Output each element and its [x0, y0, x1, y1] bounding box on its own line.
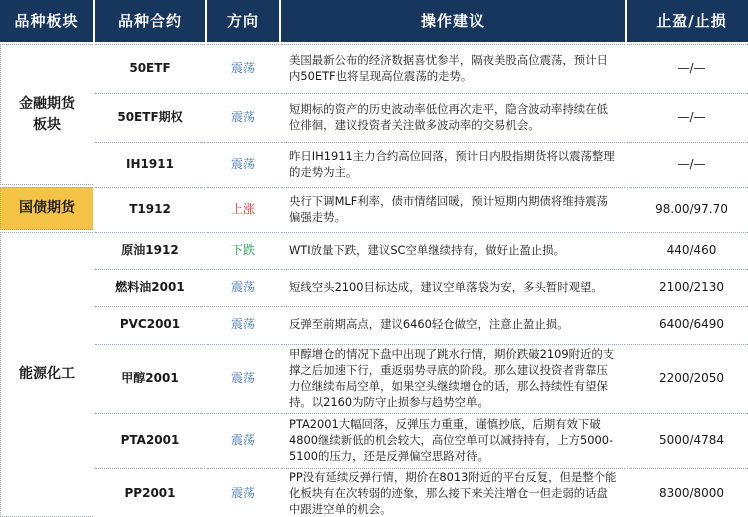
profit-loss-cell: —/—	[627, 44, 748, 91]
contract-cell: 50ETF	[95, 44, 205, 91]
advice-cell: 短线空头2100目标达成，建议空单落袋为安，多头暂时观望。	[281, 269, 625, 304]
contract-cell: T1912	[95, 187, 205, 230]
header-profit-loss: 止盈/止损	[627, 0, 748, 42]
profit-loss-cell: 2100/2130	[627, 269, 748, 304]
profit-loss-cell: —/—	[627, 142, 748, 185]
direction-cell: 震荡	[207, 44, 279, 91]
direction-cell: 下跌	[207, 232, 279, 267]
advice-cell: 央行下调MLF利率，债市情绪回暖，预计短期内期债将维持震荡偏强走势。	[281, 187, 625, 230]
contract-cell: 50ETF期权	[95, 93, 205, 140]
header-contract: 品种合约	[95, 0, 205, 42]
profit-loss-cell: 2200/2050	[627, 344, 748, 411]
header-direction: 方向	[207, 0, 279, 42]
advice-cell: 短期标的资产的历史波动率低位再次走平，隐含波动率持续在低位徘徊，建议投资者关注做多波动率的交易机会。	[281, 93, 625, 140]
advice-cell: 昨日IH1911主力合约高位回落，预计日内股指期货将以震荡整理的走势为主。	[281, 142, 625, 185]
direction-cell: 震荡	[207, 344, 279, 411]
advice-cell: PTA2001大幅回落，反弹压力重重，谨慎抄底，后期有效下破4800继续新低的机会较大，高位空单可以减持持有，上方5000-5100的压力，还是反弹偏空思路对待。	[281, 413, 625, 466]
header-sector: 品种板块	[0, 0, 93, 42]
advice-cell: 美国最新公布的经济数据喜忧参半，隔夜美股高位震荡，预计日内50ETF也将呈现高位震荡的走势。	[281, 44, 625, 91]
sector-energy-chemical: 能源化工	[0, 232, 93, 517]
header-advice: 操作建议	[281, 0, 625, 42]
profit-loss-cell: 98.00/97.70	[627, 187, 748, 230]
profit-loss-cell: 6400/6490	[627, 306, 748, 342]
contract-cell: PP2001	[95, 468, 205, 517]
contract-cell: PTA2001	[95, 413, 205, 466]
direction-cell: 震荡	[207, 142, 279, 185]
profit-loss-cell: 8300/8000	[627, 468, 748, 517]
direction-cell: 震荡	[207, 413, 279, 466]
direction-cell: 震荡	[207, 306, 279, 342]
advice-cell: 反弹至前期高点，建议6460轻仓做空，注意止盈止损。	[281, 306, 625, 342]
profit-loss-cell: 440/460	[627, 232, 748, 267]
contract-cell: IH1911	[95, 142, 205, 185]
sector-treasury-futures: 国债期货	[0, 187, 93, 230]
profit-loss-cell: —/—	[627, 93, 748, 140]
advice-cell: WTI放量下跌，建议SC空单继续持有，做好止盈止损。	[281, 232, 625, 267]
sector-financial-futures: 金融期货 板块	[0, 44, 93, 185]
direction-cell: 上涨	[207, 187, 279, 230]
contract-cell: PVC2001	[95, 306, 205, 342]
advice-cell: 甲醇增仓的情况下盘中出现了跳水行情，期价跌破2109附近的支撑之后加速下行，重返弱势寻底的阶段。那么建议投资者背靠压力位继续布局空单，如果空头继续增仓的话，那么持续性有望保持。以2160为防守止损参与趋势空单。	[281, 344, 625, 411]
advice-cell: PP没有延续反弹行情，期价在8013附近的平台反复，但是整个能化板块有在次转弱的迹象，那么接下来关注增仓一但走弱的话盘中跟进空单的机会。	[281, 468, 625, 517]
direction-cell: 震荡	[207, 93, 279, 140]
direction-cell: 震荡	[207, 468, 279, 517]
profit-loss-cell: 5000/4784	[627, 413, 748, 466]
contract-cell: 原油1912	[95, 232, 205, 267]
contract-cell: 燃料油2001	[95, 269, 205, 304]
contract-cell: 甲醇2001	[95, 344, 205, 411]
direction-cell: 震荡	[207, 269, 279, 304]
